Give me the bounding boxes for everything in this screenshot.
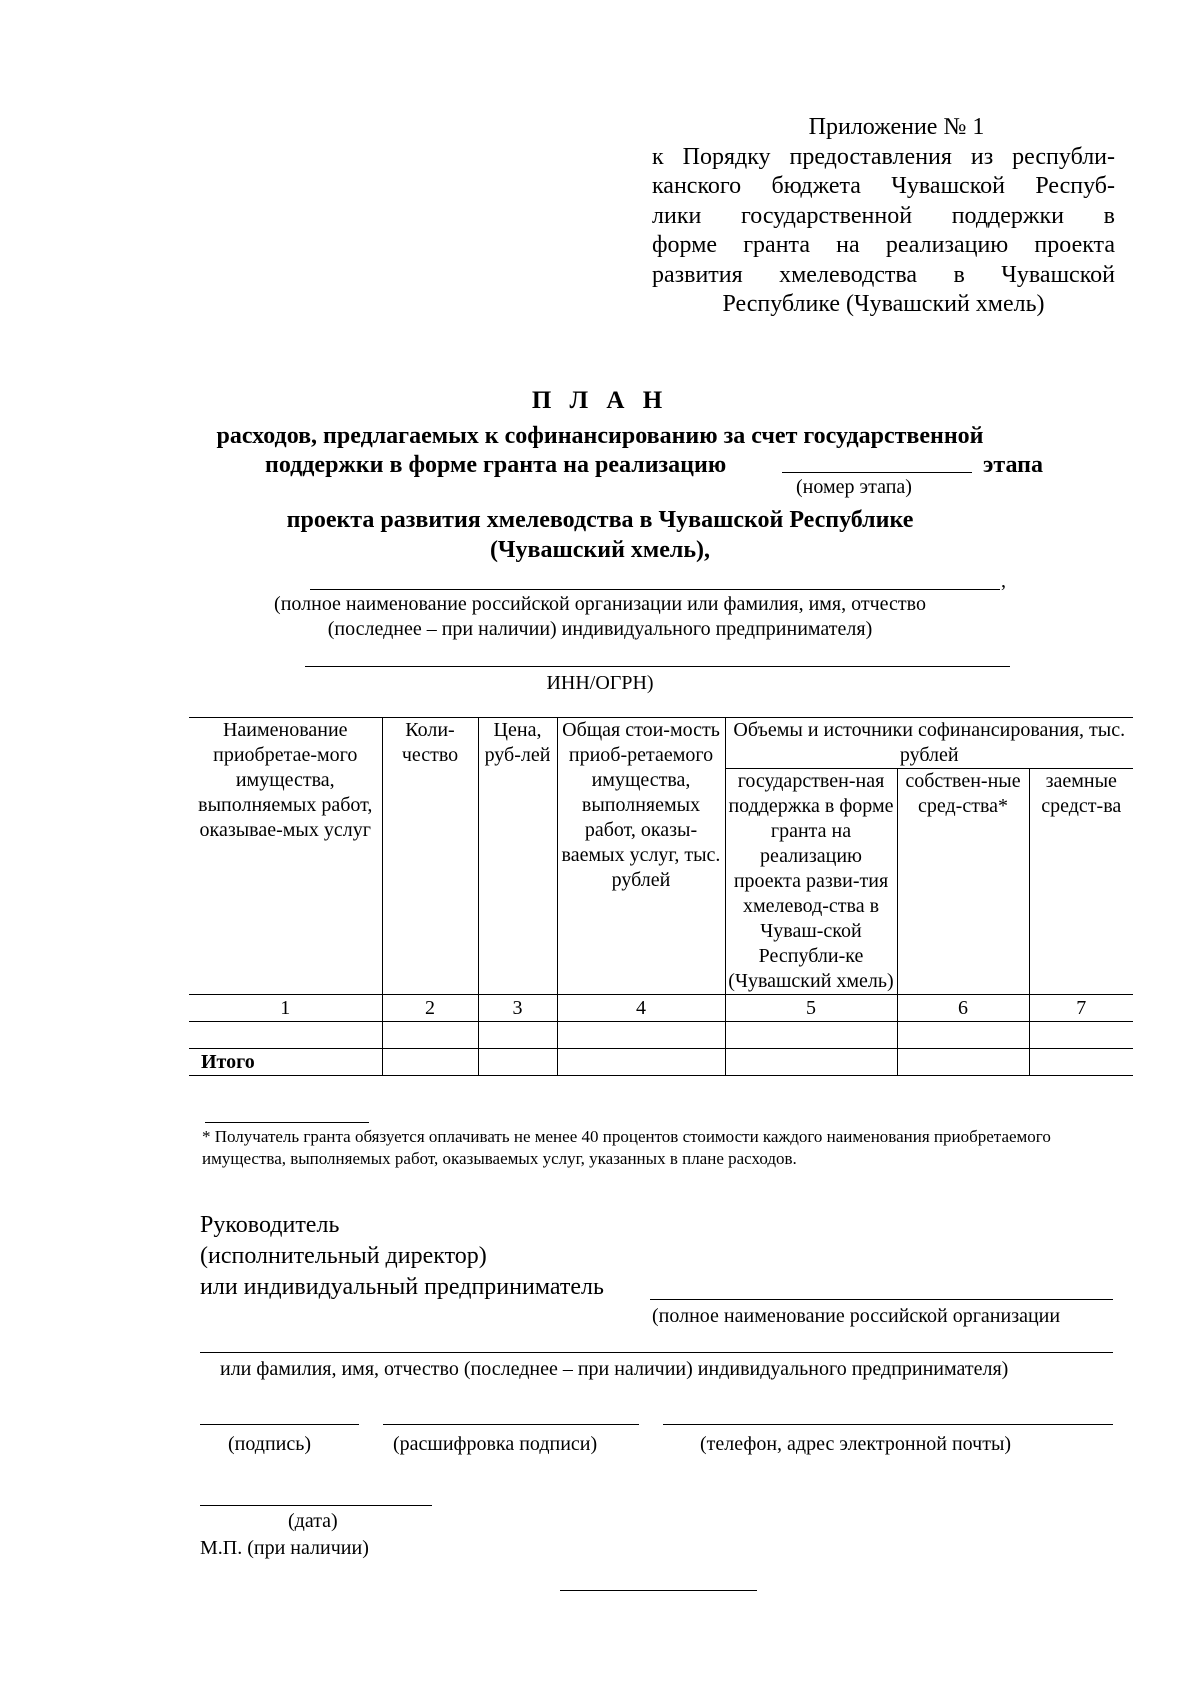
title-line-1: расходов, предлагаемых к софинансированию за счет государственной bbox=[216, 423, 984, 449]
appendix-number: Приложение № 1 bbox=[808, 114, 985, 140]
table-cell[interactable] bbox=[189, 1022, 382, 1049]
table-cell[interactable] bbox=[557, 1049, 725, 1076]
header-own-funds: собствен-ные сред-ства* bbox=[897, 769, 1029, 995]
appendix-line: форме гранта на реализацию проекта bbox=[652, 232, 1115, 258]
table-cell[interactable] bbox=[557, 1022, 725, 1049]
column-number: 1 bbox=[189, 995, 382, 1022]
signer-line-2: (исполнительный директор) bbox=[200, 1243, 487, 1269]
appendix-line-last: Республике (Чувашский хмель) bbox=[722, 291, 1045, 317]
total-row bbox=[189, 1049, 1133, 1076]
table-cell[interactable] bbox=[1029, 1049, 1133, 1076]
header-borrowed-funds: заемные средст-ва bbox=[1029, 769, 1133, 995]
title-line-2: поддержки в форме гранта на реализацию bbox=[265, 452, 727, 478]
inn-label: ИНН/ОГРН) bbox=[546, 672, 654, 694]
table-cell[interactable] bbox=[1029, 1022, 1133, 1049]
footnote: * Получатель гранта обязуется оплачивать не менее 40 процентов стоимости каждого наименования приобретаемого имущества, выполняемых работ, оказываемых услуг, указанных в плане расходов. bbox=[202, 1127, 1051, 1168]
signer-line-1: Руководитель bbox=[200, 1212, 340, 1238]
signer-line-3: или индивидуальный предприниматель bbox=[200, 1274, 604, 1300]
appendix-line: к Порядку предоставления из республи- bbox=[652, 143, 1115, 170]
column-number: 5 bbox=[725, 995, 897, 1022]
header-item-name: Наименование приобретае-мого имущества, выполняемых работ, оказывае-мых услуг bbox=[189, 718, 382, 995]
table-cell[interactable] bbox=[725, 1049, 897, 1076]
signature-decode-field[interactable] bbox=[383, 1424, 639, 1425]
column-number: 7 bbox=[1029, 995, 1133, 1022]
org-hint-1: (полное наименование российской организации или фамилия, имя, отчество bbox=[274, 593, 926, 615]
column-number: 3 bbox=[478, 995, 557, 1022]
table-cell[interactable] bbox=[897, 1049, 1029, 1076]
header-price: Цена, руб-лей bbox=[478, 718, 557, 995]
table-cell[interactable] bbox=[382, 1049, 478, 1076]
stage-hint: (номер этапа) bbox=[796, 476, 912, 498]
appendix-line: развития хмелеводства в Чувашской bbox=[652, 261, 1115, 288]
stage-number-field[interactable] bbox=[782, 472, 972, 473]
title-line-4: (Чувашский хмель), bbox=[489, 537, 711, 563]
signer-name-hint: или фамилия, имя, отчество (последнее – при наличии) индивидуального предпринимателя) bbox=[220, 1358, 1009, 1380]
appendix-line: лики государственной поддержки в bbox=[652, 202, 1115, 229]
footnote-rule bbox=[205, 1122, 369, 1123]
header-total-cost: Общая стои-мость приоб-ретаемого имущества, выполняемых работ, оказы-ваемых услуг, тыс. рублей bbox=[557, 718, 725, 995]
signature-hint: (подпись) bbox=[228, 1433, 312, 1455]
table-cell[interactable] bbox=[897, 1022, 1029, 1049]
table-cell[interactable] bbox=[382, 1022, 478, 1049]
signer-name-field[interactable] bbox=[200, 1352, 1113, 1353]
inn-field[interactable] bbox=[305, 666, 1010, 667]
table-row bbox=[189, 1022, 1133, 1049]
signer-org-field[interactable] bbox=[650, 1299, 1113, 1300]
org-hint-2: (последнее – при наличии) индивидуального предпринимателя) bbox=[327, 618, 873, 640]
contacts-hint: (телефон, адрес электронной почты) bbox=[700, 1433, 1012, 1455]
org-comma: , bbox=[1001, 570, 1006, 592]
header-state-support: государствен-ная поддержка в форме гранта на реализацию проекта разви-тия хмелевод-ства в Чуваш-ской Республи-ке (Чувашский хмель) bbox=[725, 769, 897, 995]
appendix-line: канского бюджета Чувашской Респуб- bbox=[652, 173, 1115, 199]
header-cofinancing-group: Объемы и источники софинансирования, тыс. рублей bbox=[725, 718, 1133, 769]
date-hint: (дата) bbox=[288, 1510, 338, 1532]
column-number: 4 bbox=[557, 995, 725, 1022]
table-cell[interactable] bbox=[478, 1049, 557, 1076]
signature-decode-hint: (расшифровка подписи) bbox=[393, 1433, 598, 1455]
plan-title: П Л А Н bbox=[531, 387, 669, 414]
table-cell[interactable] bbox=[725, 1022, 897, 1049]
total-label: Итого bbox=[189, 1049, 382, 1076]
table-cell[interactable] bbox=[478, 1022, 557, 1049]
appendix-block bbox=[652, 113, 1115, 320]
title-line-2-end: этапа bbox=[983, 452, 1043, 478]
expense-plan-table bbox=[189, 717, 1133, 1076]
date-field[interactable] bbox=[200, 1505, 432, 1506]
end-rule bbox=[560, 1590, 757, 1591]
header-quantity: Коли-чество bbox=[382, 718, 478, 995]
signature-field[interactable] bbox=[200, 1424, 359, 1425]
stamp-label: М.П. (при наличии) bbox=[200, 1537, 369, 1559]
column-number: 6 bbox=[897, 995, 1029, 1022]
column-number: 2 bbox=[382, 995, 478, 1022]
signer-org-hint: (полное наименование российской организации bbox=[652, 1305, 1061, 1327]
org-name-field[interactable] bbox=[310, 589, 1000, 590]
title-line-3: проекта развития хмелеводства в Чувашской Республике bbox=[286, 507, 914, 533]
contacts-field[interactable] bbox=[663, 1424, 1113, 1425]
